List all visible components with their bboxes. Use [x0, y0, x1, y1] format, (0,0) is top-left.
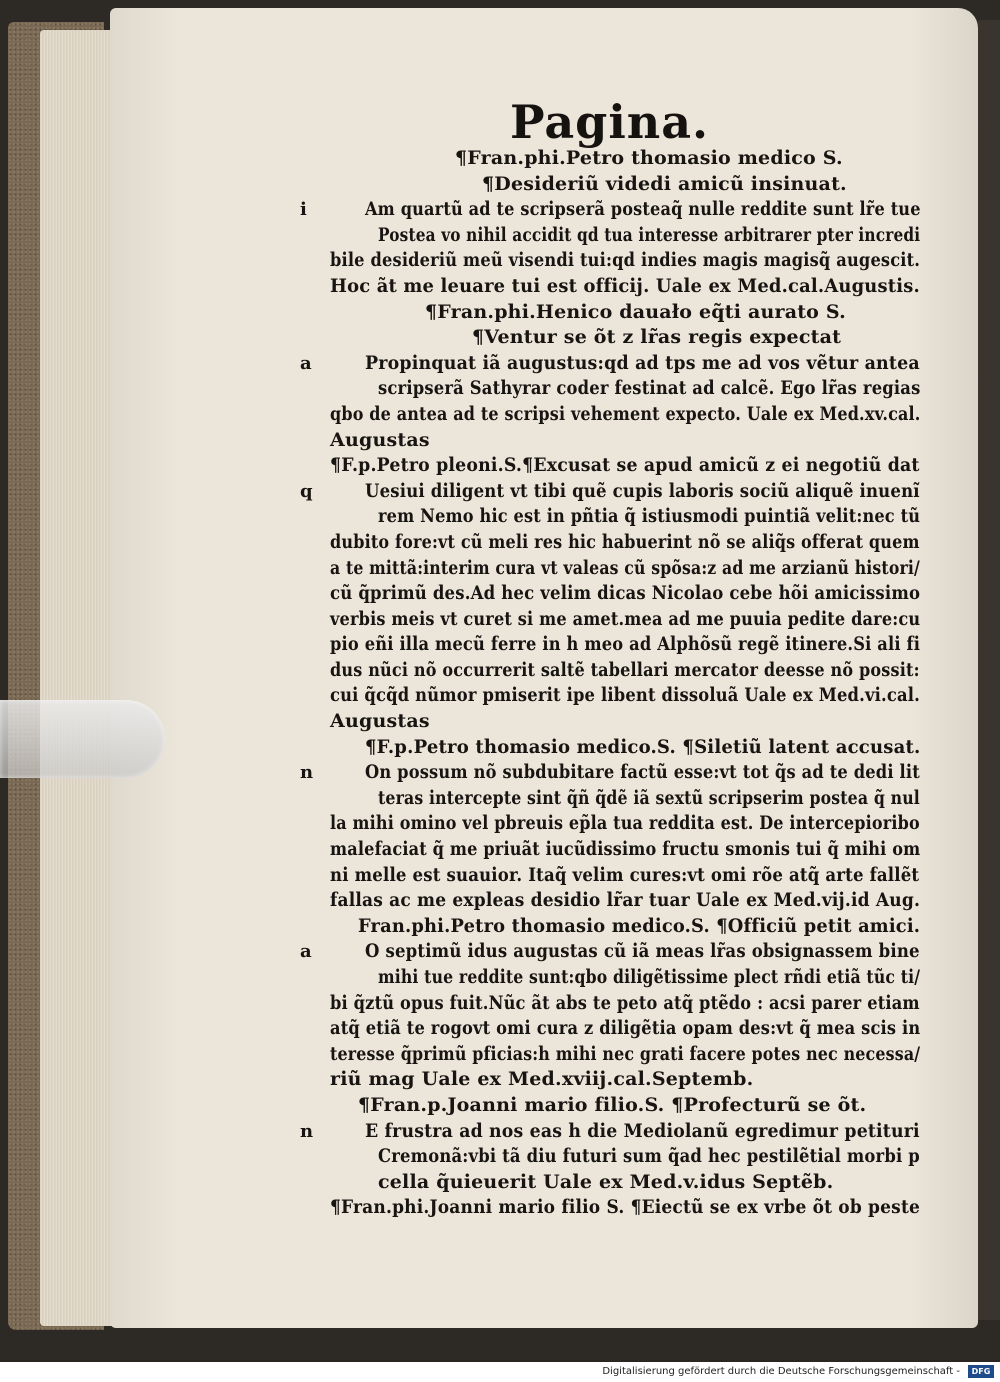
text-line: [300, 760, 920, 786]
line-text: atq̃ etiã te rogovt omi cura z diligẽtia opam des:vt q̃ mea scis in: [330, 1017, 921, 1040]
line-text: E frustra ad nos eas h die Mediolanũ egredimur petituri: [365, 1119, 920, 1142]
book-right-edge: [978, 20, 1000, 1320]
line-text: teresse q̃primũ pficias:h mihi nec grati facere potes nec necessa/: [330, 1042, 921, 1065]
line-text: Augustas: [330, 428, 430, 451]
line-text: ¶Fran.phi.Henico dauało eq̃ti aurato S.: [425, 300, 846, 323]
text-line: [300, 1195, 920, 1221]
line-text: Propinquat iã augustus:qd ad tps me ad vos vẽtur antea: [365, 351, 920, 374]
text-line: [300, 1016, 920, 1042]
line-text: pio eñi illa mecũ ferre in h meo ad Alphõsũ regẽ itinere.Si ali fi: [330, 633, 921, 656]
text-line: [300, 939, 920, 965]
text-line: [300, 607, 920, 633]
line-text: dubito fore:vt cũ meli res hic habuerint nõ se aliq̃s offerat quem: [330, 530, 920, 553]
text-line: [300, 453, 920, 479]
footer-bar: [0, 1362, 1000, 1382]
page-title: Pagina.: [510, 95, 710, 149]
text-line: [300, 300, 920, 326]
text-line: [300, 146, 920, 172]
line-text: ¶Fran.p.Joanni mario filio.S. ¶Profecturũ se õt.: [358, 1093, 867, 1116]
marginal-letter: n: [300, 1120, 314, 1142]
dfg-logo: DFG: [968, 1365, 994, 1378]
text-line: [300, 325, 920, 351]
line-text: ¶Ventur se õt z lr̃as regis expectat: [472, 326, 842, 349]
line-text: fallas ac me expleas desidio lr̃ar tuar Uale ex Med.vij.id Aug.: [330, 889, 921, 912]
text-line: [300, 991, 920, 1017]
page-text: [300, 146, 920, 1221]
line-text: la mihi omino vel pbreuis ep̃la tua reddita est. De intercepioribo: [330, 812, 920, 835]
text-line: [300, 965, 920, 991]
line-text: malefaciat q̃ me priuãt iucũdissimo fructu smonis tui q̃ mihi om: [330, 838, 921, 861]
text-line: [300, 248, 920, 274]
line-text: bile desideriũ meũ visendi tui:qd indies magis magisq̃ augescit.: [330, 249, 921, 272]
text-line: [300, 479, 920, 505]
marginal-letter: q: [300, 480, 313, 502]
line-text: On possum nõ subdubitare factũ esse:vt tot q̃s ad te dedi lit: [365, 761, 920, 784]
text-line: [300, 402, 920, 428]
line-text: Cremonã:vbi tã diu futuri sum q̃ad hec pestilẽtial morbi p: [378, 1145, 920, 1168]
line-text: riũ mag Uale ex Med.xviij.cal.Septemb.: [330, 1068, 754, 1091]
page-stack: [40, 30, 120, 1326]
line-text: O septimũ idus augustas cũ iã meas lr̃as obsignassem bine: [365, 940, 920, 963]
line-text: ¶Fran.phi.Petro thomasio medico S.: [455, 147, 843, 169]
line-text: cui q̃cq̃d nũmor pmiserit ipe libent dissoluã Uale ex Med.vi.cal.: [330, 684, 921, 707]
text-line: [300, 223, 920, 249]
text-line: [300, 632, 920, 658]
line-text: cũ q̃primũ des.Ad hec velim dicas Nicolao cebe hõi amicissimo: [330, 582, 921, 605]
line-text: ¶Fran.phi.Joanni mario filio S. ¶Eiectũ se ex vrbe õt ob peste: [330, 1196, 921, 1219]
line-text: ¶F.p.Petro pleoni.S.¶Excusat se apud amicũ z ei negotiũ dat: [330, 454, 920, 477]
text-line: [300, 1042, 920, 1068]
line-text: verbis meis vt curet si me amet.mea ad me puuia pedite dare:cu: [330, 607, 921, 630]
text-line: [300, 1119, 920, 1145]
marginal-letter: a: [300, 941, 312, 963]
text-line: [300, 376, 920, 402]
text-line: [300, 351, 920, 377]
line-text: scripserã Sathyrar coder festinat ad calcẽ. Ego lr̃as regias: [378, 377, 921, 400]
bookmark-strip: [0, 700, 165, 778]
text-line: [300, 556, 920, 582]
text-line: [300, 683, 920, 709]
line-text: Postea vo nihil accidit qd tua interesse arbitrarer pter incredi: [378, 223, 921, 246]
text-line: [300, 1144, 920, 1170]
line-text: bi q̃ztũ opus fuit.Nũc ãt abs te peto atq̃ ptẽdo : acsi parer etiam: [330, 991, 920, 1014]
text-line: [300, 197, 920, 223]
line-text: mihi tue reddite sunt:qbo diligẽtissime plect rñdi etiã tũc ti/: [378, 966, 921, 988]
line-text: dus nũci nõ occurrerit saltẽ tabellari mercator deesse nõ possit:: [330, 658, 920, 681]
text-line: [300, 1093, 920, 1119]
marginal-letter: n: [300, 762, 314, 784]
line-text: qbo de antea ad te scripsi vehement expecto. Uale ex Med.xv.cal.: [330, 402, 921, 425]
line-text: Augustas: [330, 710, 430, 733]
text-line: [300, 786, 920, 812]
text-line: [300, 709, 920, 735]
text-line: [300, 658, 920, 684]
text-line: [300, 837, 920, 863]
text-line: [300, 735, 920, 761]
text-line: [300, 530, 920, 556]
text-line: [300, 428, 920, 454]
line-text: Am quartũ ad te scripserã posteaq̃ nulle reddite sunt lr̃e tue: [365, 198, 921, 221]
text-line: [300, 811, 920, 837]
text-line: [300, 1170, 920, 1196]
line-text: rem Nemo hic est in pñtia q̃ istiusmodi puintiã velit:nec tũ: [378, 505, 921, 528]
marginal-letter: i: [300, 199, 308, 221]
text-line: [300, 863, 920, 889]
line-text: Hoc ãt me leuare tui est officij. Uale ex Med.cal.Augustis.: [330, 274, 920, 297]
line-text: Fran.phi.Petro thomasio medico.S. ¶Officiũ petit amici.: [358, 914, 921, 937]
text-line: [300, 504, 920, 530]
line-text: ni melle est suauior. Itaq̃ velim cures:vt omi rõe atq̃ arte fallẽt: [330, 863, 920, 886]
text-line: [300, 914, 920, 940]
line-text: a te mittã:interim cura vt valeas cũ spõsa:z ad me arzianũ histori/: [330, 556, 920, 579]
footer-credit: Digitalisierung gefördert durch die Deutsche Forschungsgemeinschaft -: [602, 1366, 960, 1377]
line-text: teras intercepte sint q̃ñ q̃dẽ iã sextũ scripserim postea q̃ nul: [378, 786, 920, 809]
line-text: ¶Desideriũ videdi amicũ insinuat.: [482, 172, 847, 195]
text-line: [300, 581, 920, 607]
text-line: [300, 274, 920, 300]
text-line: [300, 172, 920, 198]
marginal-letter: a: [300, 352, 312, 374]
line-text: cella q̃uieuerit Uale ex Med.v.idus Septẽb.: [378, 1170, 834, 1193]
line-text: Uesiui diligent vt tibi quẽ cupis laboris sociũ aliquẽ inuenĩ: [365, 479, 920, 502]
text-line: [300, 1067, 920, 1093]
line-text: ¶F.p.Petro thomasio medico.S. ¶Siletiũ latent accusat.: [365, 735, 921, 758]
text-line: [300, 888, 920, 914]
